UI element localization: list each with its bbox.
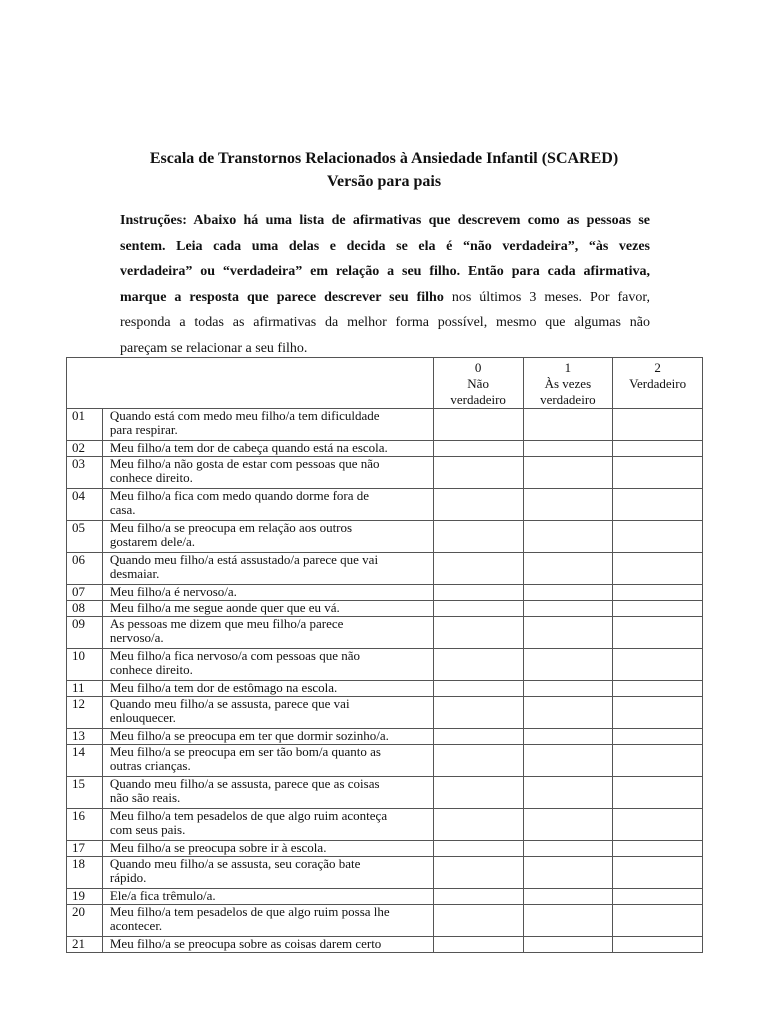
table-row [67,649,703,681]
item-number: 03 [67,457,103,489]
item-text [102,441,433,457]
answer-true[interactable] [613,697,703,729]
header-score: 2 [654,360,661,375]
header-label: verdadeiro [540,392,596,407]
instructions-line [120,285,650,311]
item-text [102,601,433,617]
header-true [613,358,703,409]
item-text-line: Meu filho/a fica com medo quando dorme fora de [109,488,370,503]
item-text-line: Quando meu filho/a se assusta, seu coração bate [109,856,361,871]
item-number: 02 [67,441,103,457]
answer-sometimes-true[interactable] [523,681,613,697]
item-text-line: outras crianças. [109,758,191,773]
answer-true[interactable] [613,809,703,841]
answer-sometimes-true[interactable] [523,857,613,889]
item-text-line: nervoso/a. [109,630,164,645]
table-header-row [67,358,703,409]
item-text-line: Ele/a fica trêmulo/a. [109,888,216,903]
table-row [67,905,703,937]
table-row [67,889,703,905]
item-text-line: casa. [109,502,136,517]
answer-sometimes-true[interactable] [523,617,613,649]
table-row [67,489,703,521]
answer-not-true[interactable] [433,745,523,777]
item-number: 17 [67,841,103,857]
item-text-line: Meu filho/a não gosta de estar com pessoas que não [109,456,380,471]
item-text-line: Meu filho/a se preocupa em ter que dormir sozinho/a. [109,728,389,743]
item-text-line: Meu filho/a é nervoso/a. [109,584,237,599]
header-not-true [433,358,523,409]
answer-not-true[interactable] [433,809,523,841]
answer-not-true[interactable] [433,441,523,457]
item-text-line: Meu filho/a tem dor de estômago na escola. [109,680,338,695]
answer-not-true[interactable] [433,681,523,697]
table-row [67,697,703,729]
header-label: Verdadeiro [629,376,687,391]
item-text [102,777,433,809]
instructions-text: nos últimos 3 meses. Por favor, [443,289,650,305]
item-number: 09 [67,617,103,649]
answer-sometimes-true[interactable] [523,489,613,521]
item-text-line: enlouquecer. [109,710,176,725]
instructions-text: sentem. Leia cada uma delas e decida se ela é “não verdadeira”, “às vezes [120,238,650,254]
answer-true[interactable] [613,649,703,681]
table-row [67,617,703,649]
item-text [102,521,433,553]
table-row [67,585,703,601]
item-number: 06 [67,553,103,585]
answer-sometimes-true[interactable] [523,809,613,841]
item-text-line: Quando meu filho/a se assusta, parece que vai [109,696,350,711]
item-text-line: acontecer. [109,918,163,933]
answer-not-true[interactable] [433,649,523,681]
item-text [102,745,433,777]
item-text [102,905,433,937]
table-row [67,745,703,777]
table-row [67,729,703,745]
item-text [102,457,433,489]
item-text [102,681,433,697]
table-row [67,857,703,889]
answer-true[interactable] [613,681,703,697]
item-text-line: Meu filho/a se preocupa em ser tão bom/a quanto as [109,744,381,759]
instructions-line [120,310,650,336]
answer-true[interactable] [613,457,703,489]
item-number: 12 [67,697,103,729]
item-number: 04 [67,489,103,521]
item-number: 08 [67,601,103,617]
instructions-text: pareçam se relacionar a seu filho. [120,340,308,356]
table-row [67,937,703,953]
answer-true[interactable] [613,601,703,617]
header-label: Às vezes [544,376,592,391]
answer-true[interactable] [613,441,703,457]
table-row [67,841,703,857]
answer-not-true[interactable] [433,617,523,649]
item-text [102,697,433,729]
answer-not-true[interactable] [433,521,523,553]
answer-not-true[interactable] [433,841,523,857]
table-row [67,681,703,697]
item-number: 19 [67,889,103,905]
item-text-line: rápido. [109,870,147,885]
instructions-text: verdadeira” ou “verdadeira” em relação a seu filho. Então para cada afirmativa, [120,264,650,279]
table-row [67,553,703,585]
answer-true[interactable] [613,489,703,521]
item-text-line: gostarem dele/a. [109,534,196,549]
answer-true[interactable] [613,777,703,809]
item-text [102,617,433,649]
item-number: 16 [67,809,103,841]
answer-not-true[interactable] [433,697,523,729]
item-text-line: para respirar. [109,422,178,437]
answer-true[interactable] [613,889,703,905]
answer-sometimes-true[interactable] [523,777,613,809]
answer-sometimes-true[interactable] [523,553,613,585]
table-row [67,409,703,441]
header-score: 0 [474,360,482,375]
item-text-line: Quando meu filho/a se assusta, parece que as coisas [109,776,380,791]
item-text-line: com seus pais. [109,822,186,837]
item-text-line: Meu filho/a tem dor de cabeça quando está na escola. [109,440,388,455]
answer-not-true[interactable] [433,553,523,585]
item-text-line: não são reais. [109,790,181,805]
item-text [102,841,433,857]
item-text-line: Meu filho/a me segue aonde quer que eu vá. [109,600,340,615]
instructions-line [120,208,650,234]
item-text [102,409,433,441]
answer-sometimes-true[interactable] [523,585,613,601]
answer-sometimes-true[interactable] [523,457,613,489]
answer-not-true[interactable] [433,457,523,489]
header-label: verdadeiro [450,392,506,407]
item-text-line: Meu filho/a fica nervoso/a com pessoas que não [109,648,361,663]
answer-sometimes-true[interactable] [523,409,613,441]
instructions-text: marque a resposta que parece descrever seu filho [120,289,444,305]
instructions-line [120,234,650,260]
item-text-line: conhece direito. [109,662,193,677]
item-number: 01 [67,409,103,441]
header-label: Não [467,376,489,391]
answer-sometimes-true[interactable] [523,697,613,729]
answer-true[interactable] [613,857,703,889]
answer-not-true[interactable] [433,905,523,937]
answer-true[interactable] [613,521,703,553]
item-number: 07 [67,585,103,601]
answer-not-true[interactable] [433,857,523,889]
answer-sometimes-true[interactable] [523,745,613,777]
item-text-line: Meu filho/a se preocupa sobre as coisas darem certo [109,936,382,951]
item-number: 13 [67,729,103,745]
answer-sometimes-true[interactable] [523,937,613,953]
answer-sometimes-true[interactable] [523,889,613,905]
table-row [67,441,703,457]
item-text-line: Meu filho/a tem pesadelos de que algo ruim aconteça [109,808,388,823]
answer-not-true[interactable] [433,889,523,905]
item-text [102,809,433,841]
answer-sometimes-true[interactable] [523,521,613,553]
item-text [102,729,433,745]
item-text [102,585,433,601]
answer-not-true[interactable] [433,729,523,745]
answer-true[interactable] [613,617,703,649]
table-row [67,457,703,489]
item-text [102,937,433,953]
answer-true[interactable] [613,937,703,953]
answer-true[interactable] [613,905,703,937]
instructions-line [120,259,650,285]
answer-sometimes-true[interactable] [523,441,613,457]
scared-questionnaire-table [66,357,703,953]
answer-sometimes-true[interactable] [523,729,613,745]
document-title: Escala de Transtornos Relacionados à Ansiedade Infantil (SCARED) [149,150,619,167]
item-number: 21 [67,937,103,953]
item-text [102,857,433,889]
item-text [102,649,433,681]
item-number: 15 [67,777,103,809]
answer-not-true[interactable] [433,601,523,617]
item-text-line: Meu filho/a tem pesadelos de que algo ruim possa lhe [109,904,390,919]
item-text-line: desmaiar. [109,566,160,581]
answer-sometimes-true[interactable] [523,649,613,681]
item-text [102,553,433,585]
answer-true[interactable] [613,553,703,585]
answer-not-true[interactable] [433,937,523,953]
table-row [67,521,703,553]
item-text-line: Meu filho/a se preocupa sobre ir à escola. [109,840,327,855]
item-text-line: As pessoas me dizem que meu filho/a parece [109,616,344,631]
item-text [102,489,433,521]
item-text-line: Quando está com medo meu filho/a tem dificuldade [109,408,380,423]
answer-true[interactable] [613,841,703,857]
item-text [102,889,433,905]
answer-true[interactable] [613,409,703,441]
instructions-text: Instruções: Abaixo há uma lista de afirmativas que descrevem como as pessoas se [120,213,650,228]
instructions-text: responda a todas as afirmativas da melhor forma possível, mesmo que algumas não [120,315,650,330]
answer-true[interactable] [613,729,703,745]
instructions-paragraph [120,208,650,361]
item-text-line: conhece direito. [109,470,193,485]
header-sometimes-true [523,358,613,409]
answer-not-true[interactable] [433,489,523,521]
header-blank-cell [67,358,434,409]
answer-not-true[interactable] [433,409,523,441]
answer-sometimes-true[interactable] [523,905,613,937]
header-score: 1 [564,360,572,375]
item-number: 10 [67,649,103,681]
table-row [67,809,703,841]
table-row [67,777,703,809]
table-row [67,601,703,617]
item-number: 18 [67,857,103,889]
answer-true[interactable] [613,585,703,601]
answer-not-true[interactable] [433,585,523,601]
answer-not-true[interactable] [433,777,523,809]
item-number: 20 [67,905,103,937]
answer-true[interactable] [613,745,703,777]
item-text-line: Meu filho/a se preocupa em relação aos outros [109,520,353,535]
item-number: 11 [67,681,103,697]
item-number: 05 [67,521,103,553]
document-subtitle: Versão para pais [326,173,442,190]
answer-sometimes-true[interactable] [523,601,613,617]
item-number: 14 [67,745,103,777]
item-text-line: Quando meu filho/a está assustado/a parece que vai [109,552,379,567]
answer-sometimes-true[interactable] [523,841,613,857]
